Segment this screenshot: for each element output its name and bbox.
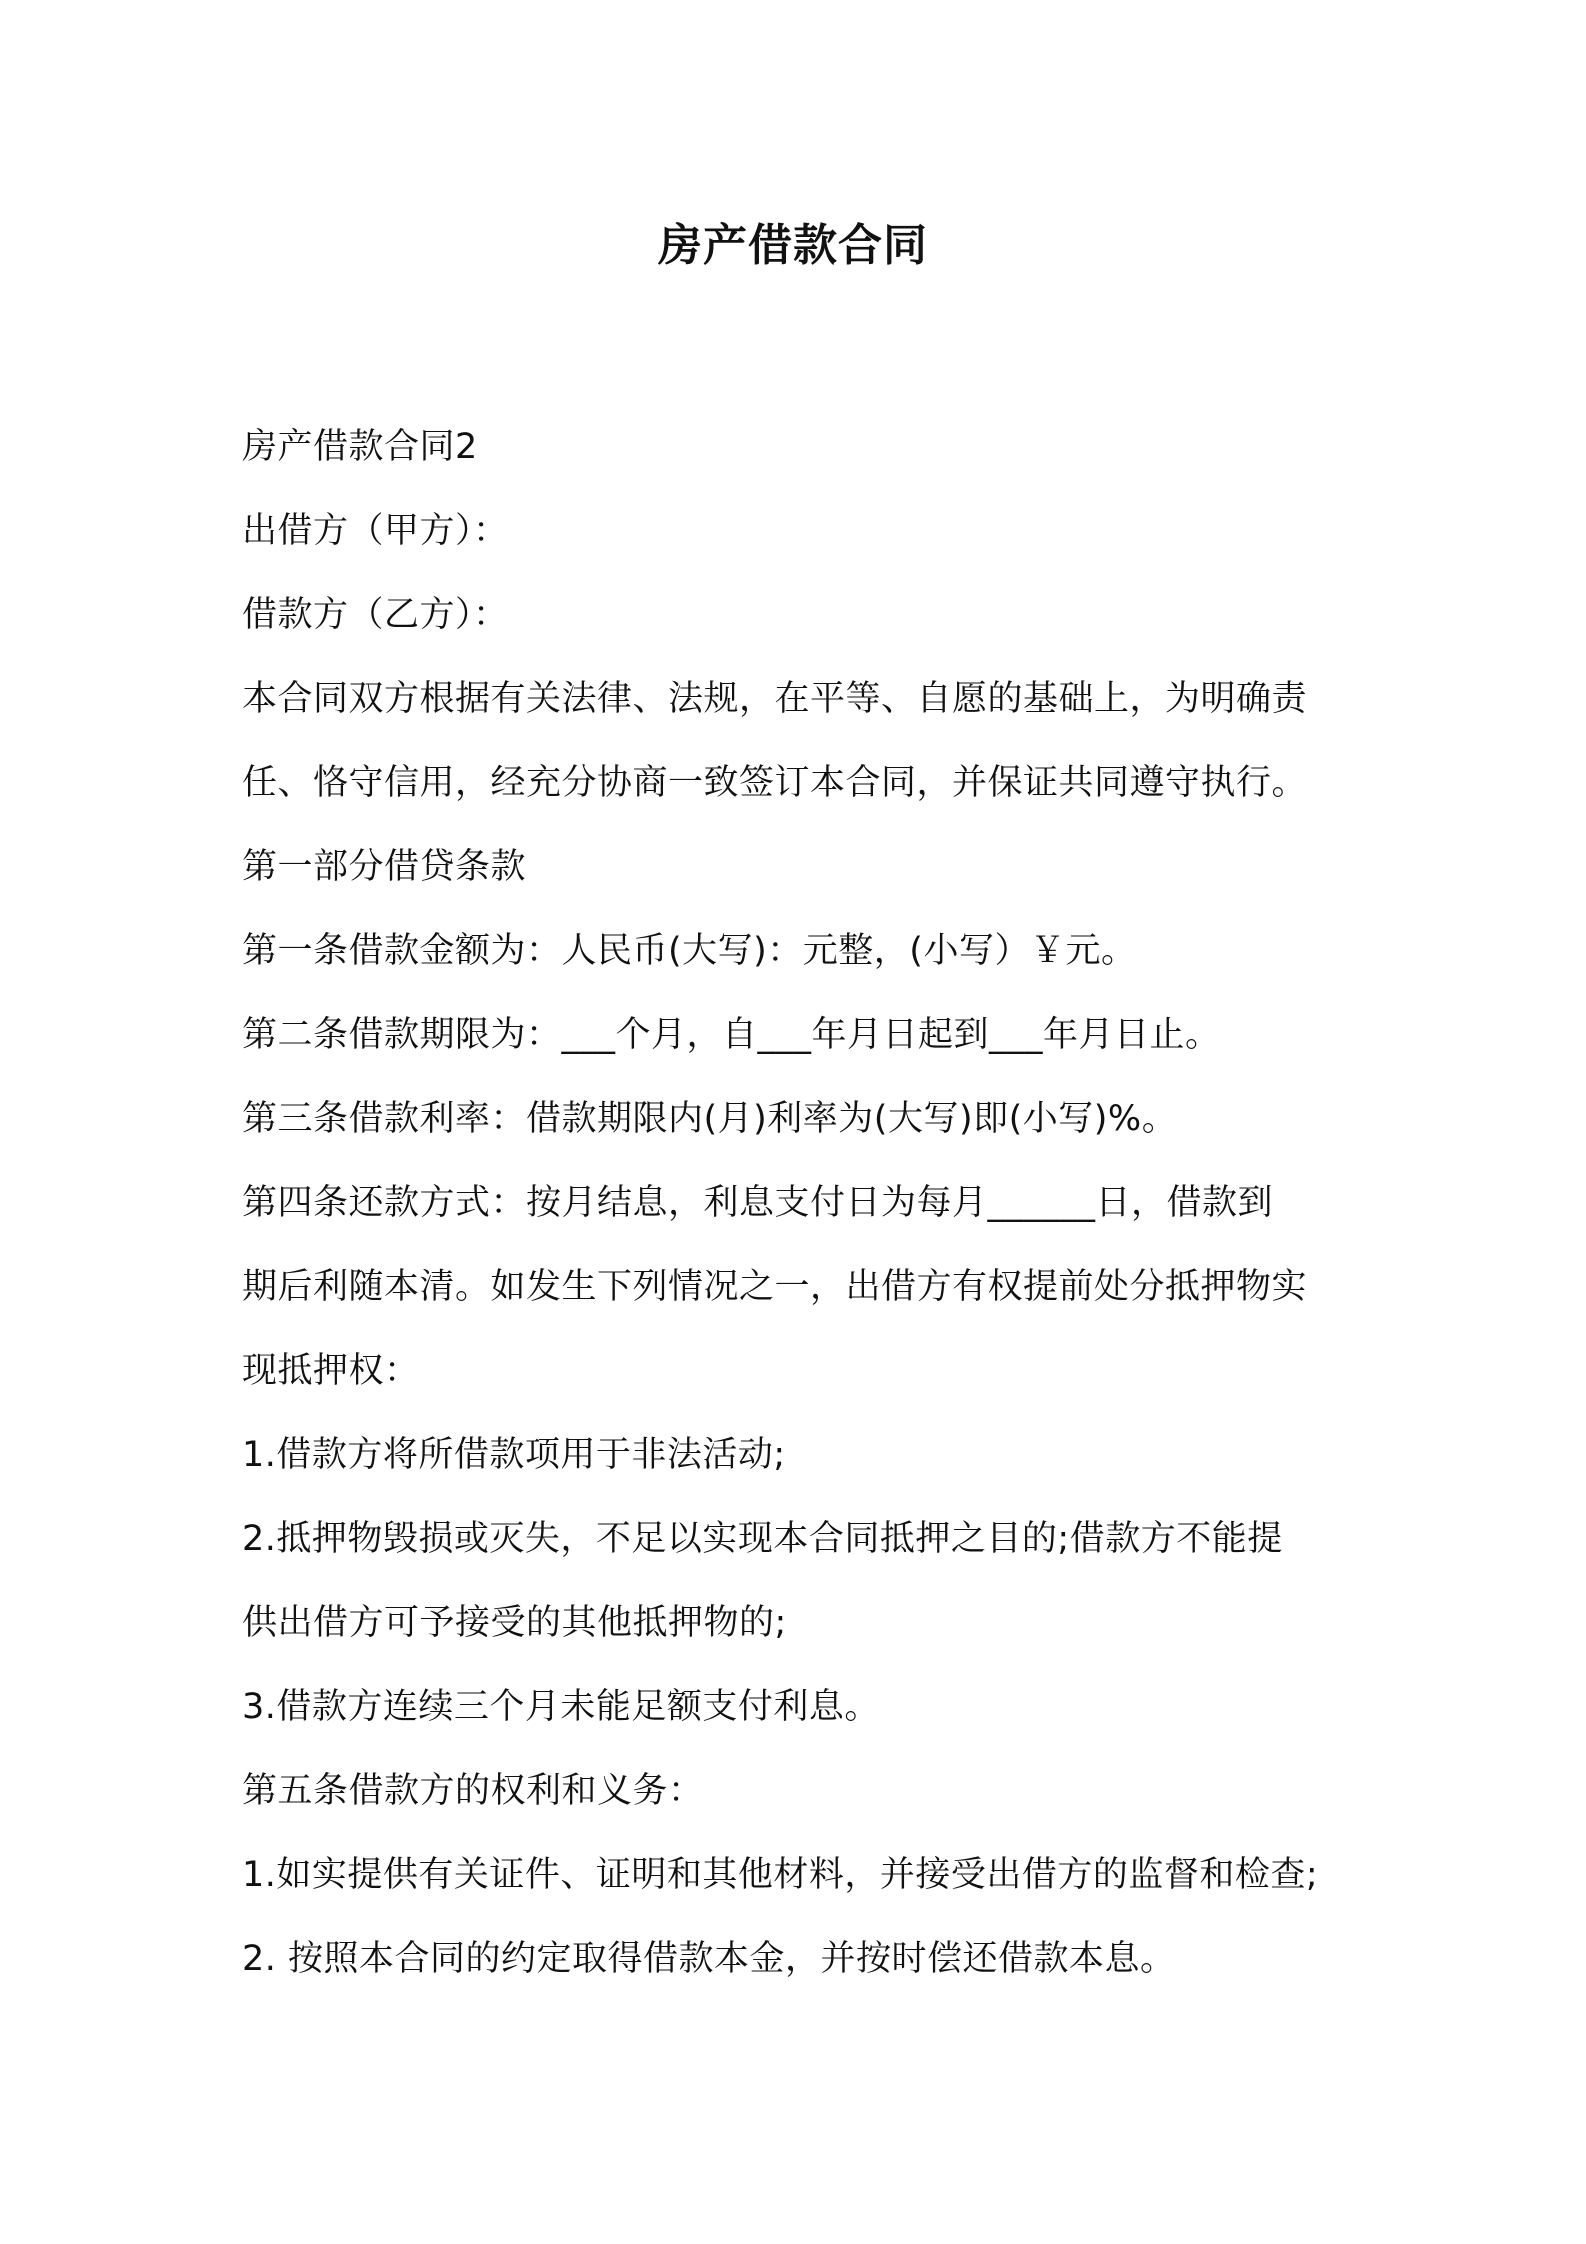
text-line: 第二条借款期限为：___个月，自___年月日起到___年月日止。 (242, 1015, 1221, 1055)
list-item: 3.借款方连续三个月未能足额支付利息。 (242, 1687, 880, 1727)
text-line: 现抵押权： (242, 1351, 420, 1391)
document-body (242, 405, 1382, 2001)
list-item: 2. 按照本合同的约定取得借款本金，并按时偿还借款本息。 (242, 1939, 1176, 1979)
text-line: 第四条还款方式：按月结息，利息支付日为每月______日，借款到 (242, 1183, 1274, 1223)
text-line: 借款方（乙方）： (242, 595, 509, 635)
text-line: 第一条借款金额为：人民币(大写)：元整，(小写）￥元。 (242, 931, 1137, 971)
text-line: 出借方（甲方）： (242, 511, 509, 551)
text-line: 任、恪守信用，经充分协商一致签订本合同，并保证共同遵守执行。 (242, 763, 1308, 803)
text-line: 第三条借款利率：借款期限内(月)利率为(大写)即(小写)%。 (242, 1099, 1178, 1139)
text-line: 本合同双方根据有关法律、法规，在平等、自愿的基础上，为明确责 (242, 679, 1308, 719)
list-item: 2.抵押物毁损或灭失，不足以实现本合同抵押之目的;借款方不能提 (242, 1519, 1283, 1559)
section-heading: 第一部分借贷条款 (242, 847, 527, 887)
document-title: 房产借款合同 (658, 220, 928, 271)
list-item: 1.借款方将所借款项用于非法活动; (242, 1435, 786, 1475)
text-line: 期后利随本清。如发生下列情况之一，出借方有权提前处分抵押物实 (242, 1267, 1308, 1307)
section-heading: 第五条借款方的权利和义务： (242, 1771, 704, 1811)
list-item: 1.如实提供有关证件、证明和其他材料，并接受出借方的监督和检查; (242, 1855, 1319, 1895)
text-line: 房产借款合同2 (242, 427, 478, 467)
text-line: 供出借方可予接受的其他抵押物的; (242, 1603, 787, 1643)
